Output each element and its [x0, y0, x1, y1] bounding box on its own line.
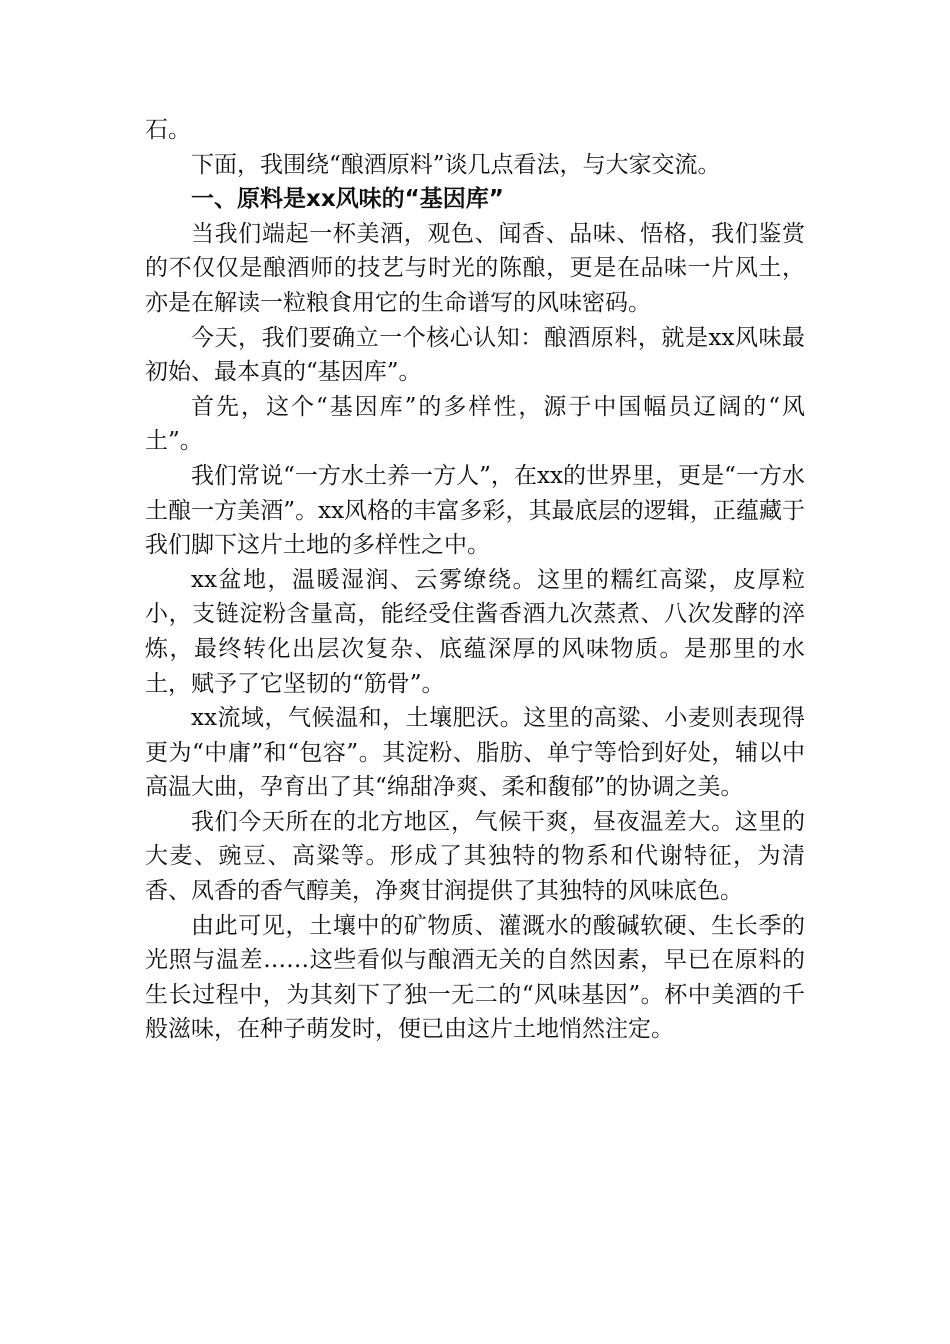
paragraph: 我们今天所在的北方地区，气候干爽，昼夜温差大。这里的大麦、豌豆、高粱等。形成了其独特的物系和代谢特征，为清香、凤香的香气醇美，净爽甘润提供了其独特的风味底色。: [145, 808, 805, 905]
section-heading: 一、原料是xx风味的“基因库”: [191, 186, 504, 213]
paragraph: xx盆地，温暖湿润、云雾缭绕。这里的糯红高粱，皮厚粒小，支链淀粉含量高，能经受住酱香酒九次蒸煮、八次发酵的淬炼，最终转化出层次复杂、底蕴深厚的风味物质。是那里的水土，赋予了它坚韧的“筋骨”。: [145, 566, 805, 697]
paragraph: xx流域，气候温和，土壤肥沃。这里的高粱、小麦则表现得更为“中庸”和“包容”。其淀粉、脂肪、单宁等恰到好处，辅以中高温大曲，孕育出了其“绵甜净爽、柔和馥郁”的协调之美。: [145, 705, 805, 801]
paragraph: 我们常说“一方水土养一方人”，在xx的世界里，更是“一方水土酿一方美酒”。xx风格的丰富多彩，其最底层的逻辑，正蕴藏于我们脚下这片土地的多样性之中。: [145, 462, 805, 559]
paragraph-intro: 下面，我围绕“酿酒原料”谈几点看法，与大家交流。: [191, 151, 721, 178]
paragraph: 由此可见，土壤中的矿物质、灌溉水的酸碱软硬、生长季的光照与温差……这些看似与酿酒无关的自然因素，早已在原料的生长过程中，为其刻下了独一无二的“风味基因”。杯中美酒的千般滋味，在种子萌发时，便已由这片土地悄然注定。: [145, 912, 805, 1043]
paragraph: 当我们端起一杯美酒，观色、闻香、品味、悟格，我们鉴赏的不仅仅是酿酒师的技艺与时光的陈酿，更是在品味一片风土，亦是在解读一粒粮食用它的生命谱写的风味密码。: [145, 220, 805, 316]
paragraph: 今天，我们要确立一个核心认知：酿酒原料，就是xx风味最初始、最本真的“基因库”。: [145, 324, 805, 386]
document-body: [145, 113, 805, 1047]
paragraph-continuation: 石。: [145, 117, 191, 143]
paragraph: 首先，这个“基因库”的多样性，源于中国幅员辽阔的“风土”。: [145, 393, 805, 455]
